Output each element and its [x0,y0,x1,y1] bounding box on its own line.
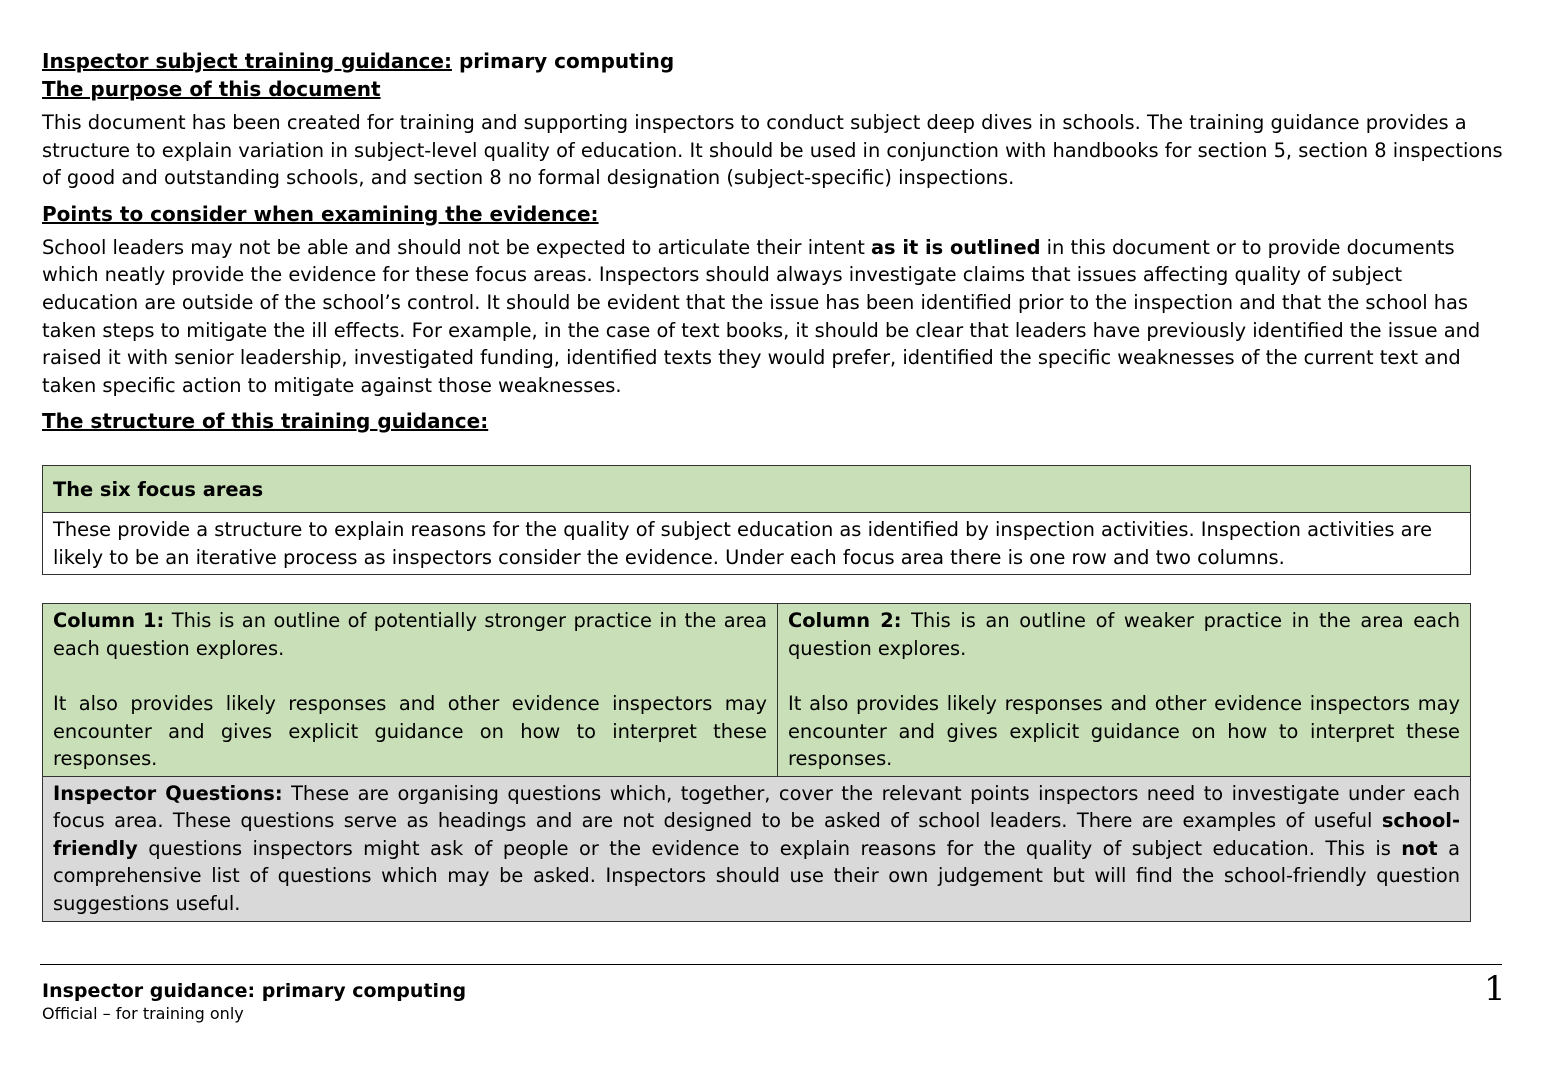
columns-table [42,603,1471,922]
document-title-underlined: Inspector subject training guidance: [42,49,452,73]
focus-areas-text-cell [43,512,1471,574]
footer-divider [40,964,1502,965]
column-2-intro [788,607,1460,662]
column-1-text: This is an outline of potentially stronger practice in the area each question explores. [53,609,767,660]
focus-areas-heading: The six focus areas [53,478,264,502]
points-text-bold: as it is outlined [870,235,1041,259]
column-1-cell [43,604,778,777]
points-heading: Points to consider when examining the evidence: [42,201,599,226]
column-2-para2: It also provides likely responses and other evidence inspectors may encounter and gives explicit guidance on how to interpret these responses. [788,691,1460,771]
points-text-after: in this document or to provide documents which neatly provide the evidence for these focus areas. Inspectors should always investigate claims that issues affecting quality of subject education are outside of the school’s control. It should be evident that the issue has been identified prior to the inspection and that the school has taken steps to mitigate the ill effects. For example, in the case of text books, it should be clear that leaders have previously identified the issue and raised it with senior leadership, investigated funding, identified texts they would prefer, identified the specific weaknesses of the current text and taken specific action to mitigate against those weaknesses. [42,235,1481,397]
document-page [42,47,1504,922]
inspector-questions-text-3: a comprehensive list of questions which may be asked. Inspectors should use their own judgement but will find the school-friendly question suggestions useful. [53,836,1460,916]
focus-areas-heading-cell [43,466,1471,513]
focus-areas-text: These provide a structure to explain reasons for the quality of subject education as identified by inspection activities. Inspection activities are likely to be an iterative process as inspectors consider the evidence. Under each focus area there is one row and two columns. [53,517,1433,569]
document-title [42,47,1504,75]
focus-areas-table [42,465,1471,575]
inspector-questions-cell [43,776,1471,921]
footer-subtitle: Official – for training only [42,1004,244,1023]
inspector-questions-bold-1: school-friendly [53,809,1460,860]
footer-title: Inspector guidance: primary computing [42,980,467,1002]
points-paragraph [42,234,1504,400]
column-2-text: This is an outline of weaker practice in the area each question explores. [788,609,1460,660]
document-title-subject: primary computing [451,49,675,73]
inspector-questions-bold-2: not [1401,836,1438,860]
inspector-questions-label: Inspector Questions: [53,781,283,805]
structure-heading: The structure of this training guidance: [42,409,489,434]
column-1-intro [53,607,767,662]
column-1-label: Column 1: [53,609,165,633]
page-number: 1 [1484,969,1506,1009]
inspector-questions-text-2: questions inspectors might ask of people or the evidence to explain reasons for the quality of subject education. This is [137,836,1402,860]
inspector-questions-text-1: These are organising questions which, together, cover the relevant points inspectors need to investigate under each focus area. These questions serve as headings and are not designed to be asked of school leaders. There are examples of useful [53,781,1460,833]
purpose-heading: The purpose of this document [42,77,381,101]
column-2-cell [778,604,1471,777]
points-text-before: School leaders may not be able and should not be expected to articulate their intent [42,235,871,259]
purpose-paragraph: This document has been created for training and supporting inspectors to conduct subject deep dives in schools. The training guidance provides a structure to explain variation in subject-level quality of education. It should be used in conjunction with handbooks for section 5, section 8 inspections of good and outstanding schools, and section 8 no formal designation (subject-specific) inspections. [42,111,1503,190]
column-2-label: Column 2: [788,609,902,633]
column-1-para2: It also provides likely responses and other evidence inspectors may encounter and gives explicit guidance on how to interpret these responses. [53,691,767,771]
